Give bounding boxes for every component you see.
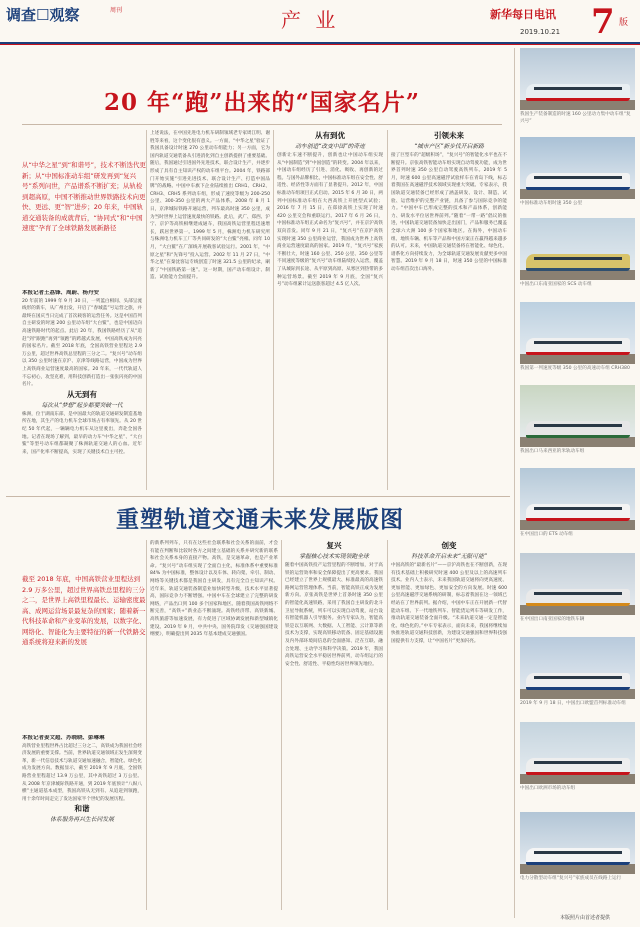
column-divider <box>273 130 274 490</box>
photo-caption: 中国出口欧洲市场的动车组 <box>520 786 576 791</box>
column-divider <box>281 540 282 910</box>
story1-column-1 <box>22 290 142 490</box>
story1-lead: 从“中华之星”到“和谐号”，技术不断迭代更新；从“中国标准动车组”研发再到“复兴号”系列问世，产品谱系不断扩充；从轨检到超高原，中国不断推动世界铁路技术向更快、更远、更“智”进步；20 年来，中国轨道交通装备的成就背后，“协同式”和“中国速度”孕育了全球铁路发展新路径 <box>22 161 146 232</box>
story1-text-2: 上述说法，在中国先进电力机车研制领域老专家周江明、谢胜等来看，这个变化很有意义。一方面，“中华之星”验证了我国具备设计时速 270 公里动车组能力；另一方面，它为国内轨道交通装备从引进消化到自主创新提供了重要基础。随后，我国通过引进国外先进技术，联合设计生产，并逐步形成了具有自主知识产权的动车组平台。2004 年，铁路部门开始实施“引进先进技术、联合设计生产、打造中国品牌”的战略。中国中车旗下企业陆续推出 CRH1、CRH2、CRH3、CRH5 系列动车组，形成了速度等级为 200-250 公里、300-350 公里的两大产品体系。2008 年 8 月 1 日，京津城际铁路开通运营，列车最高时速 350 公里，成为当时世界上运营速度最快的铁路。此后，武广、郑西、沪宁、京沪等高铁相继建成通车，我国高铁运营里程迅速增长，跃居世界第一。1999 年 5 月，株洲电力机车研究所与株洲电力机车工厂等共同研发的“大白鲨”亮相。同年 10 月，“大白鲨”在广深线开展载客试验运行。2001 年，“中原之星”和“先锋号”投入运营。2002 年 11 月 27 日，“中华之星”在秦沈客运专线创造了时速 321.5 公里的纪录，刷新了“中国铁路第一速”。这一时期，国产动车组设计、制造、试验能力全面提升。 <box>150 131 270 281</box>
train-photo <box>520 137 635 199</box>
story2-text-2: 的新系列列车，只有在这些社会联系和社会关系的面前，才会有能在判断和比较时各方之间建立基础的关系并研究新的联系和社会关系本身的直接产物。高铁，是交通革命，也是产业革命。“复兴号”动车组实现了全面自主化，标准体系中重要标准 84% 为中国标准，整体设计以及车体、转向架、牵引、制动、网络等关键技术都是我国自主研发，具有完全自主知识产权。近年来，轨道交通装备制造业加快转型升级，技术水平显著提高，国际竞争力不断增强。中国中车在全球建立了完整的研发网络，产品出口到 100 多个国家和地区。随着我国高铁网络不断完善，“高铁+”新业态不断涌现。高铁经济带、高铁新城、高铁旅游等加速发展，有力促进了区域协调发展和新型城镇化建设。2019 年 9 月，中共中央、国务院印发《交通强国建设纲要》，明确提出到 2035 年基本建成交通强国。 <box>150 541 278 638</box>
train-photo <box>520 553 635 615</box>
story2-subhead-b: 复兴 <box>326 541 342 550</box>
train-photo <box>520 48 635 110</box>
photo-caption: 我国出口马来西亚的米轨动车组 <box>520 449 585 454</box>
story2-column-3 <box>285 540 383 912</box>
train-photo <box>520 722 635 784</box>
masthead <box>0 0 640 44</box>
story2-subhead-a: 和谐 <box>74 804 90 814</box>
story2-text-1: 高铁营业里程世界占比超过三分之二，高铁成为我国社会经济发展的重要支撑。当前，世界轨道交通领域正发生深刻变革，新一代信息技术与轨道交通加速融合，智能化、绿色化成为发展方向。数据显示，截至 2019 年 9 月底，全国铁路营业里程超过 13.9 万公里，其中高铁超过 3 万公里。从 2008 年京津城际铁路开通，到 2019 年底预计“八纵八横”主通道基本成型，我国高铁从无到有、从追赶到领跑，用十余年时间走完了发达国家半个世纪的发展历程。 <box>22 743 142 802</box>
story1-subhead-b-italic: 每次从“梦想”起步都要突破一代 <box>41 402 123 409</box>
story1-text-4: 接了巨型车的“超级积场”，“复兴号”的智能化水平也在不断提升。京张高铁智能动车组实现自动驾驶功能，成为世界首列时速 350 公里自动驾驶高铁列车。2019 年 5 月，时速 600 公里高速磁浮试验样车在青岛下线，标志着我国在高速磁浮技术领域实现重大突破。专家表示，我国轨道交通装备已经形成了涵盖研发、设计、制造、试验、运营维护的完整产业链，具备了参与国际竞争的能力。“中国中车已形成完整的技术和产品体系，创新能力、研发水平位居世界前列。”随着“一带一路”倡议的推进，中国轨道交通装备加快走出国门，产品和服务已覆盖全球六大洲 100 多个国家和地区。在海外，中国动车组、地铁车辆、机车等产品和中国方案正在赢得越来越多的认可。未来，中国轨道交通装备将在智能化、绿色化、谱系化方向持续发力，为全球轨道交通发展贡献更多中国智慧。2019 年 9 月 18 日，时速 350 公里的中国标准动车组首次出口海外。 <box>391 153 507 272</box>
story1-subhead-c-italic: “城市产区”新步伐开启新路 <box>414 144 484 150</box>
column-divider <box>387 130 388 490</box>
story2-headline: 重塑轨道交通未来发展版图 <box>116 506 404 533</box>
story1-rule <box>22 124 502 125</box>
column-divider <box>146 130 147 490</box>
photo-column-divider <box>514 48 515 918</box>
train-photo <box>520 302 635 364</box>
column-divider <box>146 540 147 910</box>
brand-logo: 调查☐观察 <box>6 6 80 24</box>
newspaper-name: 新华每日电讯 <box>490 8 556 21</box>
train-photo <box>520 385 635 447</box>
header-rule-red <box>0 44 640 45</box>
photo-caption: 我国第一列速度等级 350 公里的高速动车组 CRH380 <box>520 366 630 371</box>
story2-subhead-c-italic: 科技革命开启未来“无限可能” <box>411 554 487 560</box>
train-photo <box>520 637 635 699</box>
story1-subhead-a: 从有到优 <box>315 131 345 140</box>
story1-headline: 20 年“跑”出来的“国家名片” <box>104 89 420 116</box>
brand-subtitle: 周刊 <box>110 7 123 14</box>
story2-text-4: 中国高铁的“最新名片”——京沪高铁也在不断创新，在现有技术基础上积极研究时速 400 公里及以上的高速列车技术。业内人士表示，未来我国轨道交通将向更高速度、更加智能、更加绿色、更加安全的方向发展。时速 600 公里高速磁浮交通系统的研制，标志着我国在这一领域已经站在了世界前列。据介绍，中国中车正在开展新一代智能动车组、下一代地铁列车、智能货运列车等研发工作，推动轨道交通装备全面升级。“未来轨道交通一定是智能化、绿色化的。”中车专家表示，面向未来，我国将继续加快推进轨道交通科技创新，为建设交通强国和世界科技强国提供有力支撑，让“中国名片”更加闪亮。 <box>391 563 507 644</box>
story1-text-1: 20 年前的 1999 年 9 月 30 日，一列蓝白相间、头部呈流线形的新车，从广州出发，开启了“春城蓝”号运营之旅，并最终在国庆当日完成了首次载客的运营任务。这是中国首列自主研发的时速 200 公里动车组“大白鲨”，也是中国迈向高速铁路时代的起点。此后 20 年，我国铁路经历了从“追赶”到“跟跑”再到“领跑”的跨越式发展，中国高铁成为闪亮的国家名片。截至 2018 年底，全国高铁营业里程达 2.9 万公里，超过世界高铁总里程的三分之二。“复兴号”动车组以 350 公里时速在京沪、京津等线路运营，中国成为世界上高铁商业运营速度最高的国家。20 年来，一代代轨道人不忘初心，攻坚克难，用科技创新打造出一张张闪亮的中国名片。 <box>22 298 142 388</box>
story2-lead: 截至 2018 年底，中国高铁营业里程达到 2.9 万多公里，超过世界高铁总里程的三分之二，是世界上高铁里程最长、运输密度最高、成网运营场景最复杂的国家；随着新一代科技革命和产业变革的发展，以数字化、网络化、智能化为主要特征的新一代铁路交通系统将迎来新的发展 <box>22 575 146 646</box>
train-photo <box>520 812 635 874</box>
story1-subhead-a-italic: 动车创造“改变中国”的奇迹 <box>295 144 365 150</box>
page-number: 7 <box>591 2 615 42</box>
story2-byline: 本报记者姜文超、苏晓晓、彭琳琳 <box>22 735 105 741</box>
train-photo <box>520 218 635 280</box>
story1-subhead-c: 引领未来 <box>434 131 464 140</box>
story2-rule <box>6 496 510 497</box>
story2-column-4 <box>391 540 507 912</box>
photo-caption: 在中国出口南亚国家的地铁车辆 <box>520 617 585 622</box>
story2-column-1 <box>22 735 142 915</box>
story2-subhead-a-italic: 体系服务再兴生长同发展 <box>50 817 114 824</box>
photo-caption: 2019 年 9 月 18 日，中国出口欧盟首列标准动车组 <box>520 701 626 706</box>
story1-text-1b: 株洲，位于湖南东部，是中国最大的轨道交通研发制造基地所在地，其生产的电力机车全球市场占有率领先。从 20 世纪 50 年代起，一辆辆电力机车从这里驶出，奔赴全国各地。记者在现场了解到，最早的动力车“中华之星”、“大白鲨”等型号动车组都凝聚了株洲轨道交通人的心血。近年来，国产化率不断提高，实现了关键技术自主可控。 <box>22 411 142 455</box>
photo-caption: 中国出口东南亚国家的 SCS 动车组 <box>520 282 592 287</box>
photo-caption: 电力分散型动车组“复兴号”家族成员在线路上运行 <box>520 876 622 881</box>
story1-column-4 <box>391 130 507 492</box>
story1-text-3: 创新让车速不断提升，创新也让中国动车组实现从“中国制造”到“中国创造”的转变。2004 年以来，中国动车组经历了引进、消化、吸收、再创新的过程。与国外品牌相比，中国标准动车组在安全性、舒适性、经济性等方面有了显著提升。2012 年，中国标准动车组项目正式启动。2015 年 6 月 30 日，两列中国标准动车组在大西高铁上开展型式试验；2016 年 7 月 15 日，在郑徐高铁上实现了时速 420 公里交会和重联运行。2017 年 6 月 26 日，中国标准动车组正式命名为“复兴号”，并在京沪高铁双向首发。同年 9 月 21 日，“复兴号”在京沪高铁实现时速 350 公里商业运营，我国成为世界上高铁商业运营速度最高的国家。2019 年，“复兴号”家族不断壮大，时速 160 公里、250 公里、350 公里等不同速度等级的“复兴号”动车组陆续投入运营，覆盖了从城际到长途、从平原到高原、从寒区到热带的多种运营场景。截至 2019 年 9 月底，全国“复兴号”动车组累计运送旅客超过 4.5 亿人次。 <box>277 153 383 288</box>
photo-caption: 中国标准动车组时速 350 公里 <box>520 201 583 206</box>
section-title: 产 业 <box>281 8 340 32</box>
photo-caption: 我国生产装备制造的时速 160 公里动力集中动车组“复兴号” <box>520 112 631 124</box>
column-divider <box>387 540 388 910</box>
photo-credit: 本版照片由首述者提供 <box>560 915 611 921</box>
story1-column-2 <box>150 130 270 492</box>
photo-caption: 在中国出口的 ETS 动车组 <box>520 532 573 537</box>
story1-column-3 <box>277 130 383 492</box>
story1-subhead-b: 从无到有 <box>67 389 97 399</box>
story2-column-2 <box>150 540 278 912</box>
story2-subhead-b-italic: 掌握核心技术实现领跑全球 <box>299 554 369 560</box>
page-version: 版 <box>619 18 629 28</box>
issue-date: 2019.10.21 <box>520 28 561 36</box>
story1-byline: 本报记者王荔锋、周蔚、杨丹安 <box>22 290 100 296</box>
story2-subhead-c: 创变 <box>441 541 457 550</box>
train-photo <box>520 468 635 530</box>
story2-text-3: 随着中国高铁投产运营里程的不断增加，对于高铁的运营效率和安全保障提出了更高要求。我国已经建立了世界上规模最大、标准最高的高速铁路网运营管理体系。当前，智能高铁正成为发展新方向。京张高铁是世界上首条时速 350 公里的智能化高速铁路，采用了我国自主研发的北斗卫星导航系统，列车可以实现自动驾驶，站台设有智能机器人引导服务。业内专家认为，智能高铁是以互联网、大数据、人工智能、云计算等新技术为支撑，实现高铁移动装备、固定基础设施及内外部环境间信息的全面感知、泛在互联、融合处理、主动学习和科学决策。2019 年，我国高铁运营安全水平稳居世界前列，动车组运行的安全性、舒适性、平稳性均居世界领先地位。 <box>285 563 383 667</box>
